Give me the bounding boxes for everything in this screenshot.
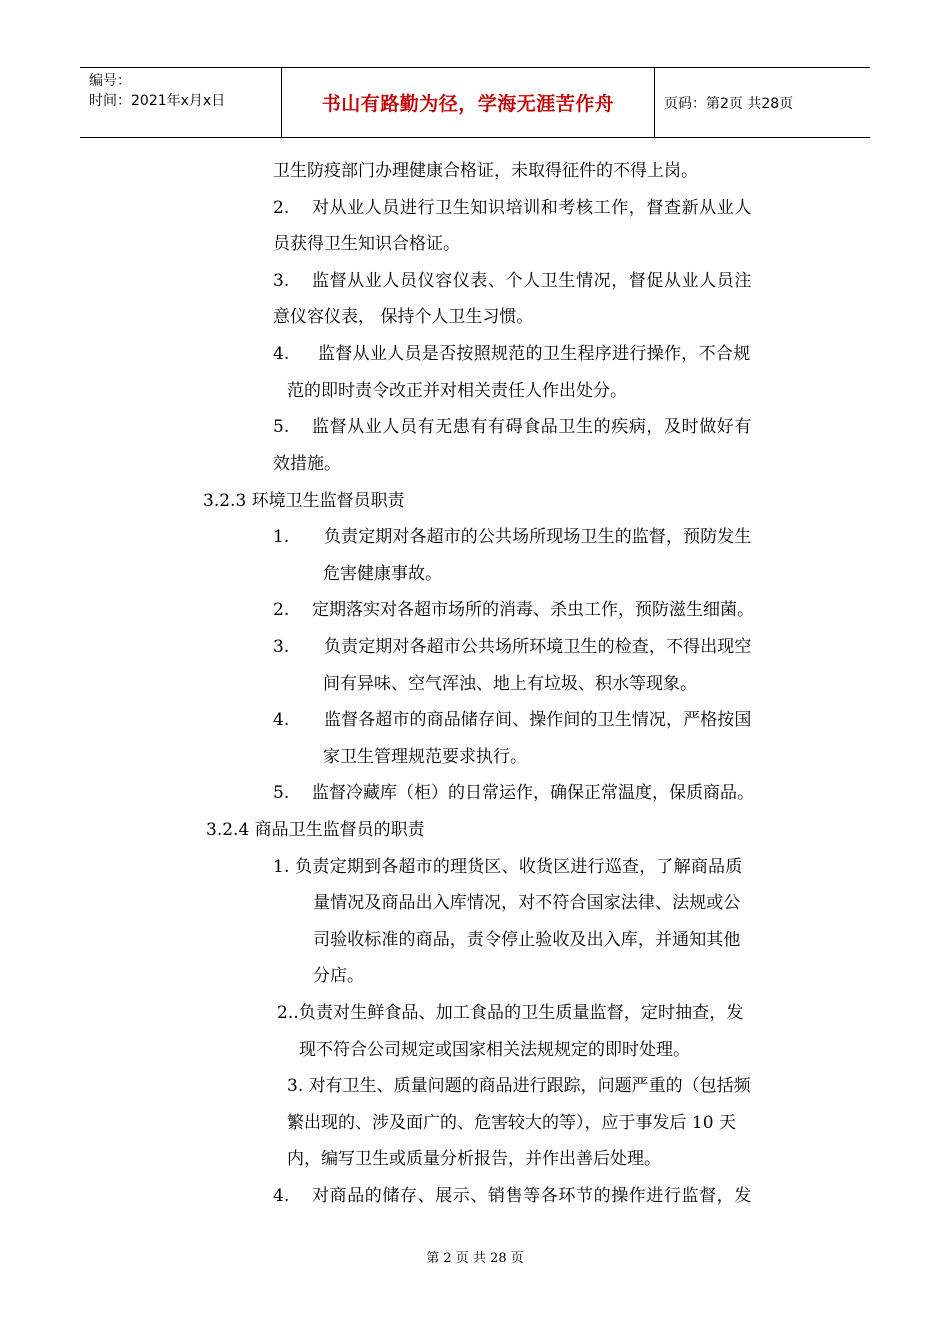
line-text: 危害健康事故。 [323, 564, 442, 584]
document-number-label: 编号： [89, 73, 131, 89]
page-footer: 第 2 页 共 28 页 [426, 1251, 524, 1266]
body-line [273, 160, 698, 182]
list-item [273, 343, 751, 365]
section-heading-text: 3.2.4 商品卫生监督员的职责 [206, 820, 425, 840]
list-item [273, 526, 752, 548]
list-item [273, 636, 752, 658]
list-text: 监督冷藏库（柜）的日常运作，确保正常温度，保质商品。 [312, 783, 754, 803]
body-line [313, 929, 741, 951]
list-number: 5. [273, 417, 290, 437]
section-heading [203, 490, 405, 512]
header-meta [80, 68, 282, 137]
header-motto-cell [282, 68, 655, 137]
document-date: 时间：2021年x月x日 [89, 93, 226, 109]
list-number: 4. [273, 710, 290, 730]
list-number: 4. [273, 344, 290, 364]
body-line [287, 1112, 736, 1134]
list-item [273, 782, 754, 804]
line-text: 效措施。 [273, 454, 341, 474]
list-item [273, 197, 752, 219]
body-line [323, 746, 527, 768]
list-number: 3. [273, 271, 290, 291]
list-item [273, 856, 742, 878]
list-number: 5. [273, 783, 290, 803]
list-text: 定期落实对各超市场所的消毒、杀虫工作，预防滋生细菌。 [312, 600, 754, 620]
list-text: 对商品的储存、展示、销售等各环节的操作进行监督，发 [312, 1186, 752, 1206]
list-text: 负责定期对各超市的公共场所现场卫生的监督，预防发生 [324, 527, 752, 547]
line-text: 量情况及商品出入库情况，对不符合国家法律、法规或公 [313, 893, 741, 913]
body-line [313, 892, 741, 914]
body-line [273, 453, 341, 475]
line-text: 卫生防疫部门办理健康合格证，未取得征件的不得上岗。 [273, 161, 698, 181]
list-number: 2. [273, 600, 290, 620]
list-number: 4. [273, 1186, 290, 1206]
line-text: 司验收标准的商品，责令停止验收及出入库，并通知其他 [313, 930, 741, 950]
list-item [273, 416, 752, 438]
line-text: 意仪容仪表， 保持个人卫生习惯。 [273, 307, 534, 327]
list-number: 1. [273, 527, 290, 547]
list-text: 2..负责对生鲜食品、加工食品的卫生质量监督，定时抽查，发 [277, 1003, 744, 1023]
list-text: 1. 负责定期到各超市的理货区、收货区进行巡查，了解商品质 [273, 857, 743, 877]
body-line [287, 380, 627, 402]
list-text: 监督从业人员仪容仪表、个人卫生情况，督促从业人员注 [312, 271, 752, 291]
list-text: 3. 对有卫生、质量问题的商品进行跟踪，问题严重的（包括频 [287, 1076, 751, 1096]
line-text: 间有异味、空气浑浊、地上有垃圾、积水等现象。 [323, 674, 697, 694]
line-text: 员获得卫生知识合格证。 [273, 234, 460, 254]
header-page-info: 页码：第2页 共28页 [664, 95, 794, 112]
list-text: 负责定期对各超市公共场所环境卫生的检查，不得出现空 [324, 637, 752, 657]
list-text: 监督从业人员有无患有有碍食品卫生的疾病，及时做好有 [312, 417, 752, 437]
list-text: 对从业人员进行卫生知识培训和考核工作，督查新从业人 [312, 198, 752, 218]
list-item [277, 1002, 744, 1024]
list-number: 2. [273, 198, 290, 218]
list-item [287, 1075, 751, 1097]
list-item [273, 709, 752, 731]
list-item [273, 270, 752, 292]
body-line [323, 673, 697, 695]
body-line [299, 1039, 690, 1061]
list-item [273, 1185, 752, 1207]
section-heading-text: 3.2.3 环境卫生监督员职责 [203, 491, 405, 511]
line-text: 范的即时责令改正并对相关责任人作出处分。 [287, 381, 627, 401]
section-heading [206, 819, 425, 841]
list-text: 监督从业人员是否按照规范的卫生程序进行操作，不合规 [318, 344, 751, 364]
line-text: 家卫生管理规范要求执行。 [323, 747, 527, 767]
body-line [323, 563, 442, 585]
body-line [287, 1148, 661, 1170]
body-line [273, 233, 460, 255]
body-line [273, 306, 533, 328]
line-text: 现不符合公司规定或国家相关法规规定的即时处理。 [299, 1040, 690, 1060]
page-header [80, 67, 870, 138]
line-text: 内，编写卫生或质量分析报告，并作出善后处理。 [287, 1149, 661, 1169]
header-motto: 书山有路勤为径，学海无涯苦作舟 [321, 93, 615, 115]
body-line [313, 965, 364, 987]
line-text: 繁出现的、涉及面广的、危害较大的等），应于事发后 10 天 [287, 1113, 736, 1133]
list-number: 3. [273, 637, 290, 657]
line-text: 分店。 [313, 966, 364, 986]
list-item [273, 599, 754, 621]
list-text: 监督各超市的商品储存间、操作间的卫生情况，严格按国 [324, 710, 752, 730]
